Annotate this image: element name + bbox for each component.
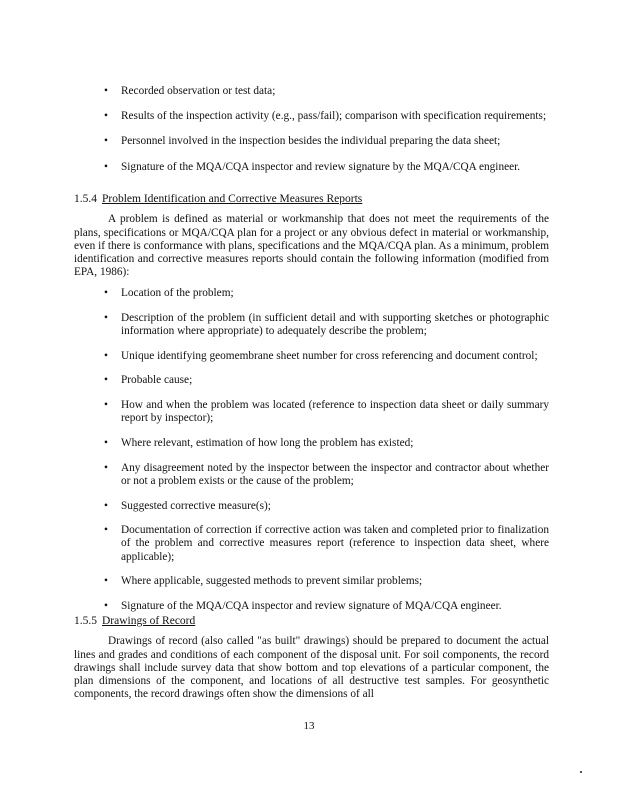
bullet-icon: • <box>104 135 108 148</box>
list-item: • Documentation of correction if corrective action was taken and completed prior to finalization of the problem and corrective measures report (reference to inspection data sheet, where applicable); <box>104 524 549 563</box>
bullet-icon: • <box>104 399 108 412</box>
bullet-icon: • <box>104 524 108 537</box>
list-item: • Suggested corrective measure(s); <box>104 499 271 512</box>
list-item: • Location of the problem; <box>104 287 234 299</box>
list-item: • Personnel involved in the inspection besides the individual preparing the data sheet; <box>104 135 501 148</box>
bullet-icon: • <box>104 85 108 97</box>
list-item: • Probable cause; <box>104 374 193 387</box>
list-item: • Any disagreement noted by the inspector between the inspector and contractor about whether or not a problem exists or the cause of the problem; <box>104 461 549 487</box>
bullet-icon: • <box>104 575 108 588</box>
problem-report-bullet-list <box>0 287 618 625</box>
list-item: • Where relevant, estimation of how long the problem has existed; <box>104 436 414 449</box>
bullet-icon: • <box>104 436 108 449</box>
list-item: • Signature of the MQA/CQA inspector and review signature of MQA/CQA engineer. <box>104 600 502 613</box>
section-number: 1.5.4 <box>74 193 97 205</box>
list-item: • How and when the problem was located (reference to inspection data sheet or daily summary report by inspector); <box>104 399 549 425</box>
scan-speck <box>580 771 582 773</box>
bullet-icon: • <box>104 461 108 474</box>
bullet-icon: • <box>104 287 108 299</box>
bullet-icon: • <box>104 349 108 362</box>
problem-definition-paragraph: A problem is defined as material or workmanship that does not meet the requirements of the plans, specifications or MQA/CQA plan for a project or any obvious defect in material or workmanship, even if there is conformance with plans, specifications and the MQA/CQA plan. As a minimum, problem identification and corrective measures reports should contain the following information (modified from EPA, 1986): <box>74 213 549 279</box>
bullet-icon: • <box>104 110 108 123</box>
bullet-icon: • <box>104 160 108 173</box>
bullet-icon: • <box>104 374 108 387</box>
list-item: • Description of the problem (in sufficient detail and with supporting sketches or photographic information where appropriate) to adequately describe the problem; <box>104 311 549 337</box>
section-heading-1-5-4 <box>74 193 362 206</box>
bullet-icon: • <box>104 311 108 324</box>
section-heading-1-5-5 <box>74 615 195 628</box>
page-number: 13 <box>303 720 315 732</box>
list-item: • Unique identifying geomembrane sheet number for cross referencing and document control; <box>104 349 538 362</box>
list-item: • Results of the inspection activity (e.g., pass/fail); comparison with specification requirements; <box>104 110 547 123</box>
list-item: • Where applicable, suggested methods to prevent similar problems; <box>104 575 423 588</box>
section-number: 1.5.5 <box>74 615 97 627</box>
section-title: Drawings of Record <box>102 615 196 627</box>
section-title: Problem Identification and Corrective Measures Reports <box>102 193 363 205</box>
inspection-record-bullet-list <box>0 85 618 186</box>
bullet-icon: • <box>104 600 108 613</box>
bullet-icon: • <box>104 499 108 512</box>
drawings-of-record-paragraph: Drawings of record (also called "as built" drawings) should be prepared to document the actual lines and grades and conditions of each component of the disposal unit. For soil components, the record drawings shall include survey data that show bottom and top elevations of a particular component, the plan dimensions of the component, and locations of all destructive test samples. For geosynthetic components, the record drawings often show the dimensions of all <box>74 635 549 701</box>
list-item: • Signature of the MQA/CQA inspector and review signature by the MQA/CQA engineer. <box>104 160 521 173</box>
list-item: • Recorded observation or test data; <box>104 85 276 97</box>
